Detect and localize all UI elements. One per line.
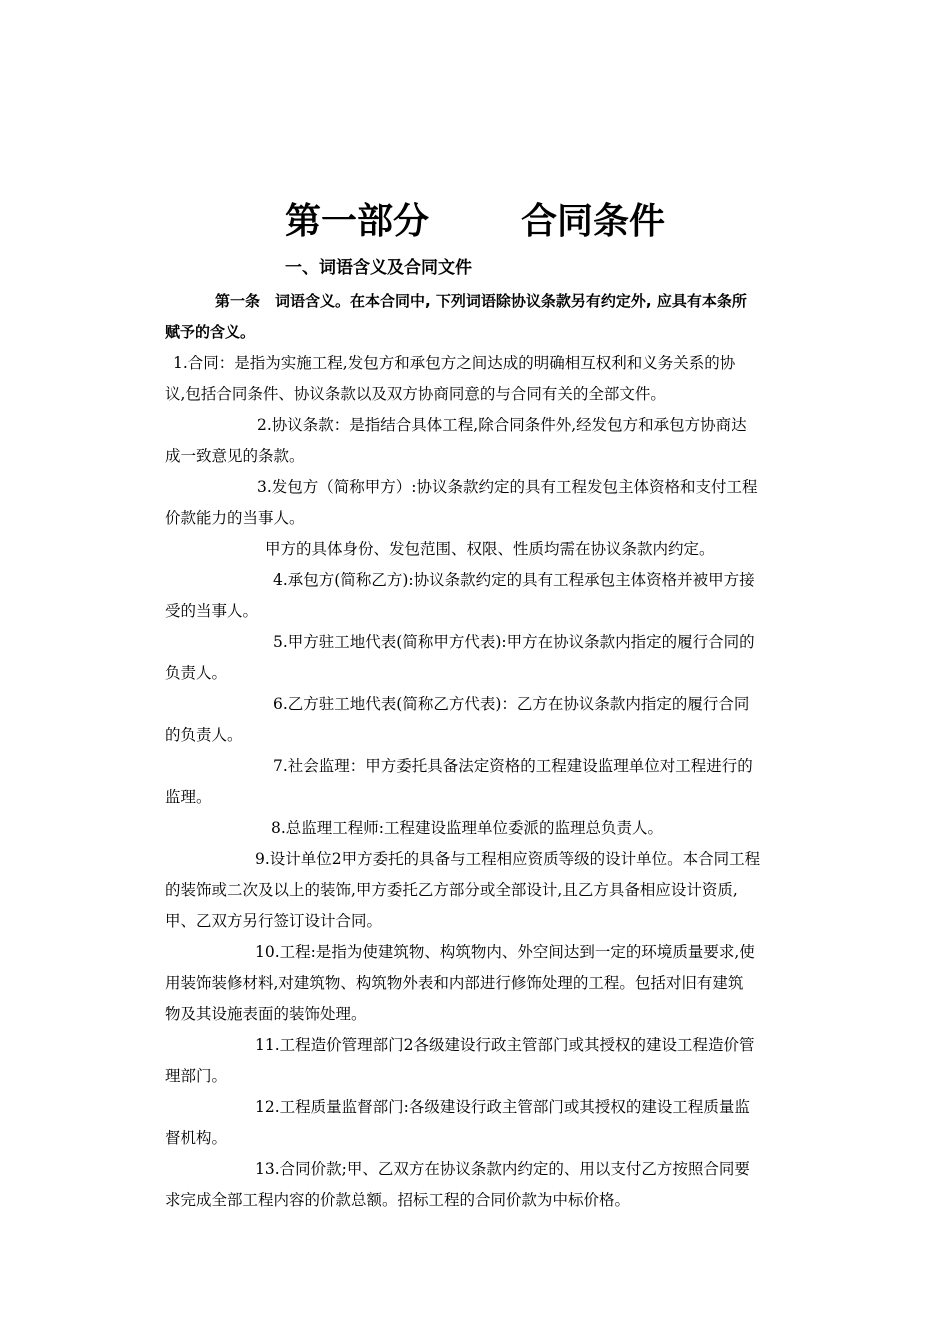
paragraph-line: 议,包括合同条件、协议条款以及双方协商同意的与合同有关的全部文件。	[165, 385, 666, 403]
document-body	[165, 286, 805, 1216]
paragraph-line: 受的当事人。	[165, 602, 259, 620]
paragraph-line: 的负责人。	[165, 726, 243, 744]
paragraph-line: 6.乙方驻工地代表(简称乙方代表)：乙方在协议条款内指定的履行合同	[273, 695, 750, 713]
paragraph-line: 价款能力的当事人。	[165, 509, 305, 527]
section-heading: 一、词语含义及合同文件	[285, 258, 472, 278]
paragraph-line: 9.设计单位2甲方委托的具备与工程相应资质等级的设计单位。本合同工程	[255, 850, 761, 868]
paragraph-line: 12.工程质量监督部门:各级建设行政主管部门或其授权的建设工程质量监	[255, 1098, 750, 1116]
page-title	[0, 196, 950, 248]
paragraph-line: 甲、乙双方另行签订设计合同。	[165, 912, 383, 930]
paragraph-line: 求完成全部工程内容的价款总额。招标工程的合同价款为中标价格。	[165, 1191, 631, 1209]
paragraph-line: 监理。	[165, 788, 212, 806]
paragraph-line: 1.合同：是指为实施工程,发包方和承包方之间达成的明确相互权利和义务关系的协	[173, 354, 736, 372]
article-line: 第一条 词语含义。在本合同中, 下列词语除协议条款另有约定外, 应具有本条所	[215, 292, 747, 310]
paragraph-line: 物及其设施表面的装饰处理。	[165, 1005, 367, 1023]
article-line: 赋予的含义。	[165, 323, 256, 341]
paragraph-line: 理部门。	[165, 1067, 228, 1085]
paragraph-line: 2.协议条款：是指结合具体工程,除合同条件外,经发包方和承包方协商达	[257, 416, 747, 434]
paragraph-line: 用装饰装修材料,对建筑物、构筑物外表和内部进行修饰处理的工程。包括对旧有建筑	[165, 974, 744, 992]
paragraph-line: 13.合同价款;甲、乙双方在协议条款内约定的、用以支付乙方按照合同要	[255, 1160, 750, 1178]
paragraph-line: 督机构。	[165, 1129, 228, 1147]
paragraph-line: 5.甲方驻工地代表(简称甲方代表):甲方在协议条款内指定的履行合同的	[273, 633, 755, 651]
paragraph-line: 7.社会监理：甲方委托具备法定资格的工程建设监理单位对工程进行的	[273, 757, 753, 775]
paragraph-line: 3.发包方（简称甲方）:协议条款约定的具有工程发包主体资格和支付工程	[257, 478, 758, 496]
paragraph-line: 负责人。	[165, 664, 228, 682]
paragraph-line: 8.总监理工程师:工程建设监理单位委派的监理总负责人。	[271, 819, 664, 837]
paragraph-line: 11.工程造价管理部门2各级建设行政主管部门或其授权的建设工程造价管	[255, 1036, 755, 1054]
paragraph-line: 的装饰或二次及以上的装饰,甲方委托乙方部分或全部设计,且乙方具备相应设计资质,	[165, 881, 738, 899]
paragraph-line: 成一致意见的条款。	[165, 447, 305, 465]
paragraph-line: 10.工程:是指为使建筑物、构筑物内、外空间达到一定的环境质量要求,使	[255, 943, 755, 961]
paragraph-line: 4.承包方(简称乙方):协议条款约定的具有工程承包主体资格并被甲方接	[273, 571, 755, 589]
title-part-right: 合同条件	[521, 201, 666, 242]
title-part-left: 第一部分	[284, 201, 429, 242]
paragraph-line: 甲方的具体身份、发包范围、权限、性质均需在协议条款内约定。	[265, 540, 715, 558]
